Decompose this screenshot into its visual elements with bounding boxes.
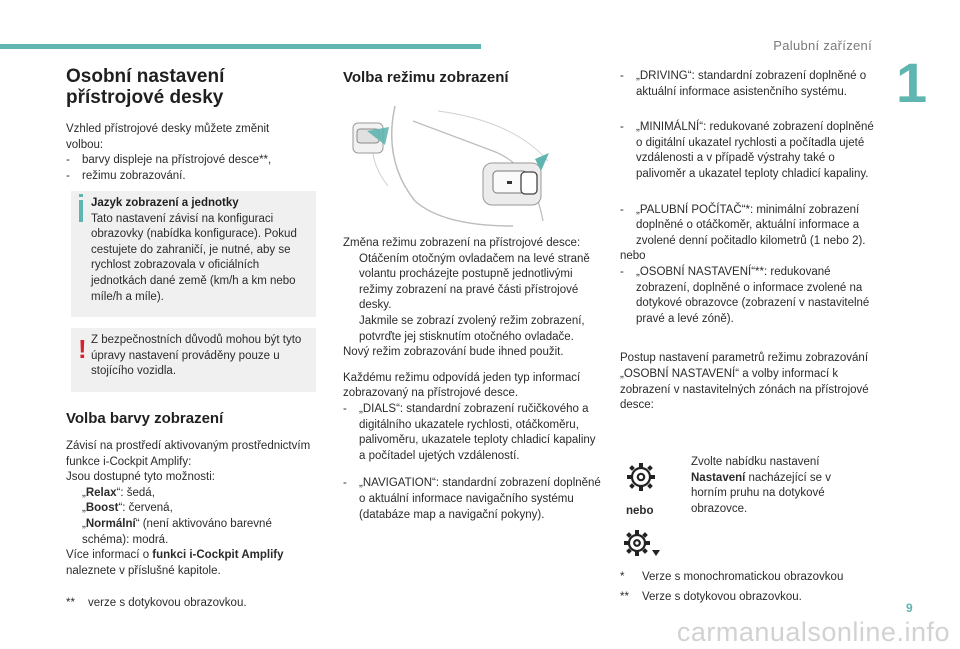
page-number: 9 <box>906 601 913 615</box>
footnotes <box>620 570 880 605</box>
nebo-text: nebo <box>620 250 646 263</box>
settings-step <box>675 455 855 517</box>
list-item: - „MINIMÁLNÍ“: redukované zobrazení doplněné o digitální ukazatel rychlosti a počítadla ujeté vzdálenosti a v případě výstrahy také o palivoměr a ukazatel teploty chladicí kapaliny. <box>620 121 874 180</box>
color-list <box>66 486 316 548</box>
section-title: Palubní zařízení <box>773 38 872 53</box>
list-item: „Boost“: červená, <box>82 502 173 515</box>
intro-text: Vzhled přístrojové desky můžete změnit volbou: <box>66 123 270 151</box>
mode-list-a <box>343 402 601 464</box>
list-item: Otáčením otočným ovladačem na levé straně volantu procházejte postupně jednotlivými režimy zobrazení na pravé části přístrojové desky. <box>359 252 590 312</box>
change-mode-block <box>343 236 601 523</box>
intro-list <box>66 153 296 184</box>
watermark: carmanualsonline.info <box>676 617 950 647</box>
chapter-number: 1 <box>896 51 928 114</box>
icon-caption: nebo <box>626 505 654 517</box>
column-1 <box>66 66 296 184</box>
footnote: ** verze s dotykovou obrazovkou. <box>66 597 247 609</box>
steering-wheel-illustration <box>343 101 598 231</box>
footnote-1: * Verze s monochromatickou obrazovkou <box>620 571 844 583</box>
list-item: „Relax“: šedá, <box>82 486 155 499</box>
procedure-text: Postup nastavení parametrů režimu zobrazování „OSOBNÍ NASTAVENÍ“ a volby informací k zobrazení v nastavitelných zónách na přístrojové desce: <box>620 352 869 412</box>
list-item: Zvolte nabídku nastavení Nastavení nacházející se v horním pruhu na dotykové obrazovce. <box>691 456 831 515</box>
mode-list-c <box>620 69 880 100</box>
list-item: - „DIALS“: standardní zobrazení ručičkového a digitálního ukazatele rychlosti, otáčkoměru, palivoměru, ukazatele teploty chladicí kapaliny a počítadel ujetých vzdáleností. <box>343 402 596 462</box>
more-info: Více informací o funkci i-Cockpit Amplify naleznete v příslušné kapitole. <box>66 549 284 577</box>
list-item: - „OSOBNÍ NASTAVENÍ“**: redukované zobrazení, doplněné o informace zvolené na dotykové obrazovce (zobrazení v nastavitelné pravé a levé zóně). <box>620 265 870 325</box>
change-outro: Nový režim zobrazování bude ihned použit. <box>343 346 564 359</box>
list-item: - „PALUBNÍ POČÍTAČ“*: minimální zobrazení doplněné o otáčkoměr, aktuální informace a zvolené denní počitadlo kilometrů (1 nebo 2). <box>620 203 866 247</box>
list-item: Jakmile se zobrazí zvolený režim zobrazení, potvrďte jej stisknutím otočného ovladače. <box>359 314 585 343</box>
info-note <box>71 191 316 317</box>
list-item: - režimu zobrazování. <box>66 169 186 182</box>
column-3 <box>620 69 880 414</box>
mode-section-title: Volba režimu zobrazení <box>343 69 509 86</box>
info-note-title: Jazyk zobrazení a jednotky <box>91 197 239 209</box>
color-section-title: Volba barvy zobrazení <box>66 410 224 427</box>
color-section <box>66 410 316 579</box>
header-accent-bar <box>0 44 481 49</box>
color-intro: Závisí na prostředí aktivovaným prostřednictvím funkce i-Cockpit Amplify: <box>66 440 311 468</box>
mode-list-e <box>620 203 880 250</box>
warning-icon: ! <box>78 334 87 364</box>
warning-note-body: Z bezpečnostních důvodů mohou být tyto úpravy nastavení prováděny pouze u stojícího vozidla. <box>91 334 302 378</box>
mode-list-f <box>620 265 880 327</box>
change-list <box>343 252 601 346</box>
warning-note <box>71 328 316 392</box>
modes-intro: Každému režimu odpovídá jeden typ informací zobrazovaný na přístrojové desce. <box>343 371 581 400</box>
info-icon-bar <box>79 200 83 222</box>
info-icon <box>79 194 83 197</box>
list-item: - barvy displeje na přístrojové desce**, <box>66 154 272 167</box>
list-item: - „DRIVING“: standardní zobrazení doplněné o aktuální informace asistenčního systému. <box>620 70 867 98</box>
page-title: Osobní nastavení přístrojové desky <box>66 66 225 108</box>
footnote-2: ** Verze s dotykovou obrazovkou. <box>620 591 802 603</box>
info-note-body: Tato nastavení závisí na konfiguraci obrazovky (nabídka konfigurace). Pokud cestujete do zahraničí, je nutné, aby se rychlost zobrazovala v oficiálních jednotkách dané země (km/h a km nebo míle/h a míle). <box>91 212 297 303</box>
change-intro: Změna režimu zobrazení na přístrojové desce: <box>343 237 581 249</box>
list-item: „Normální“ (není aktivováno barevné schéma): modrá. <box>82 517 272 546</box>
settings-gear-dropdown-icon <box>622 528 662 560</box>
settings-gear-icon <box>624 460 658 494</box>
column-2 <box>343 69 598 86</box>
list-item: - „NAVIGATION“: standardní zobrazení doplněné o aktuální informace navigačního systému (databáze map a navigační pokyny). <box>343 477 601 521</box>
mode-list-b <box>343 476 601 523</box>
mode-list-d <box>620 120 880 182</box>
color-available: Jsou dostupné tyto možnosti: <box>66 471 215 484</box>
